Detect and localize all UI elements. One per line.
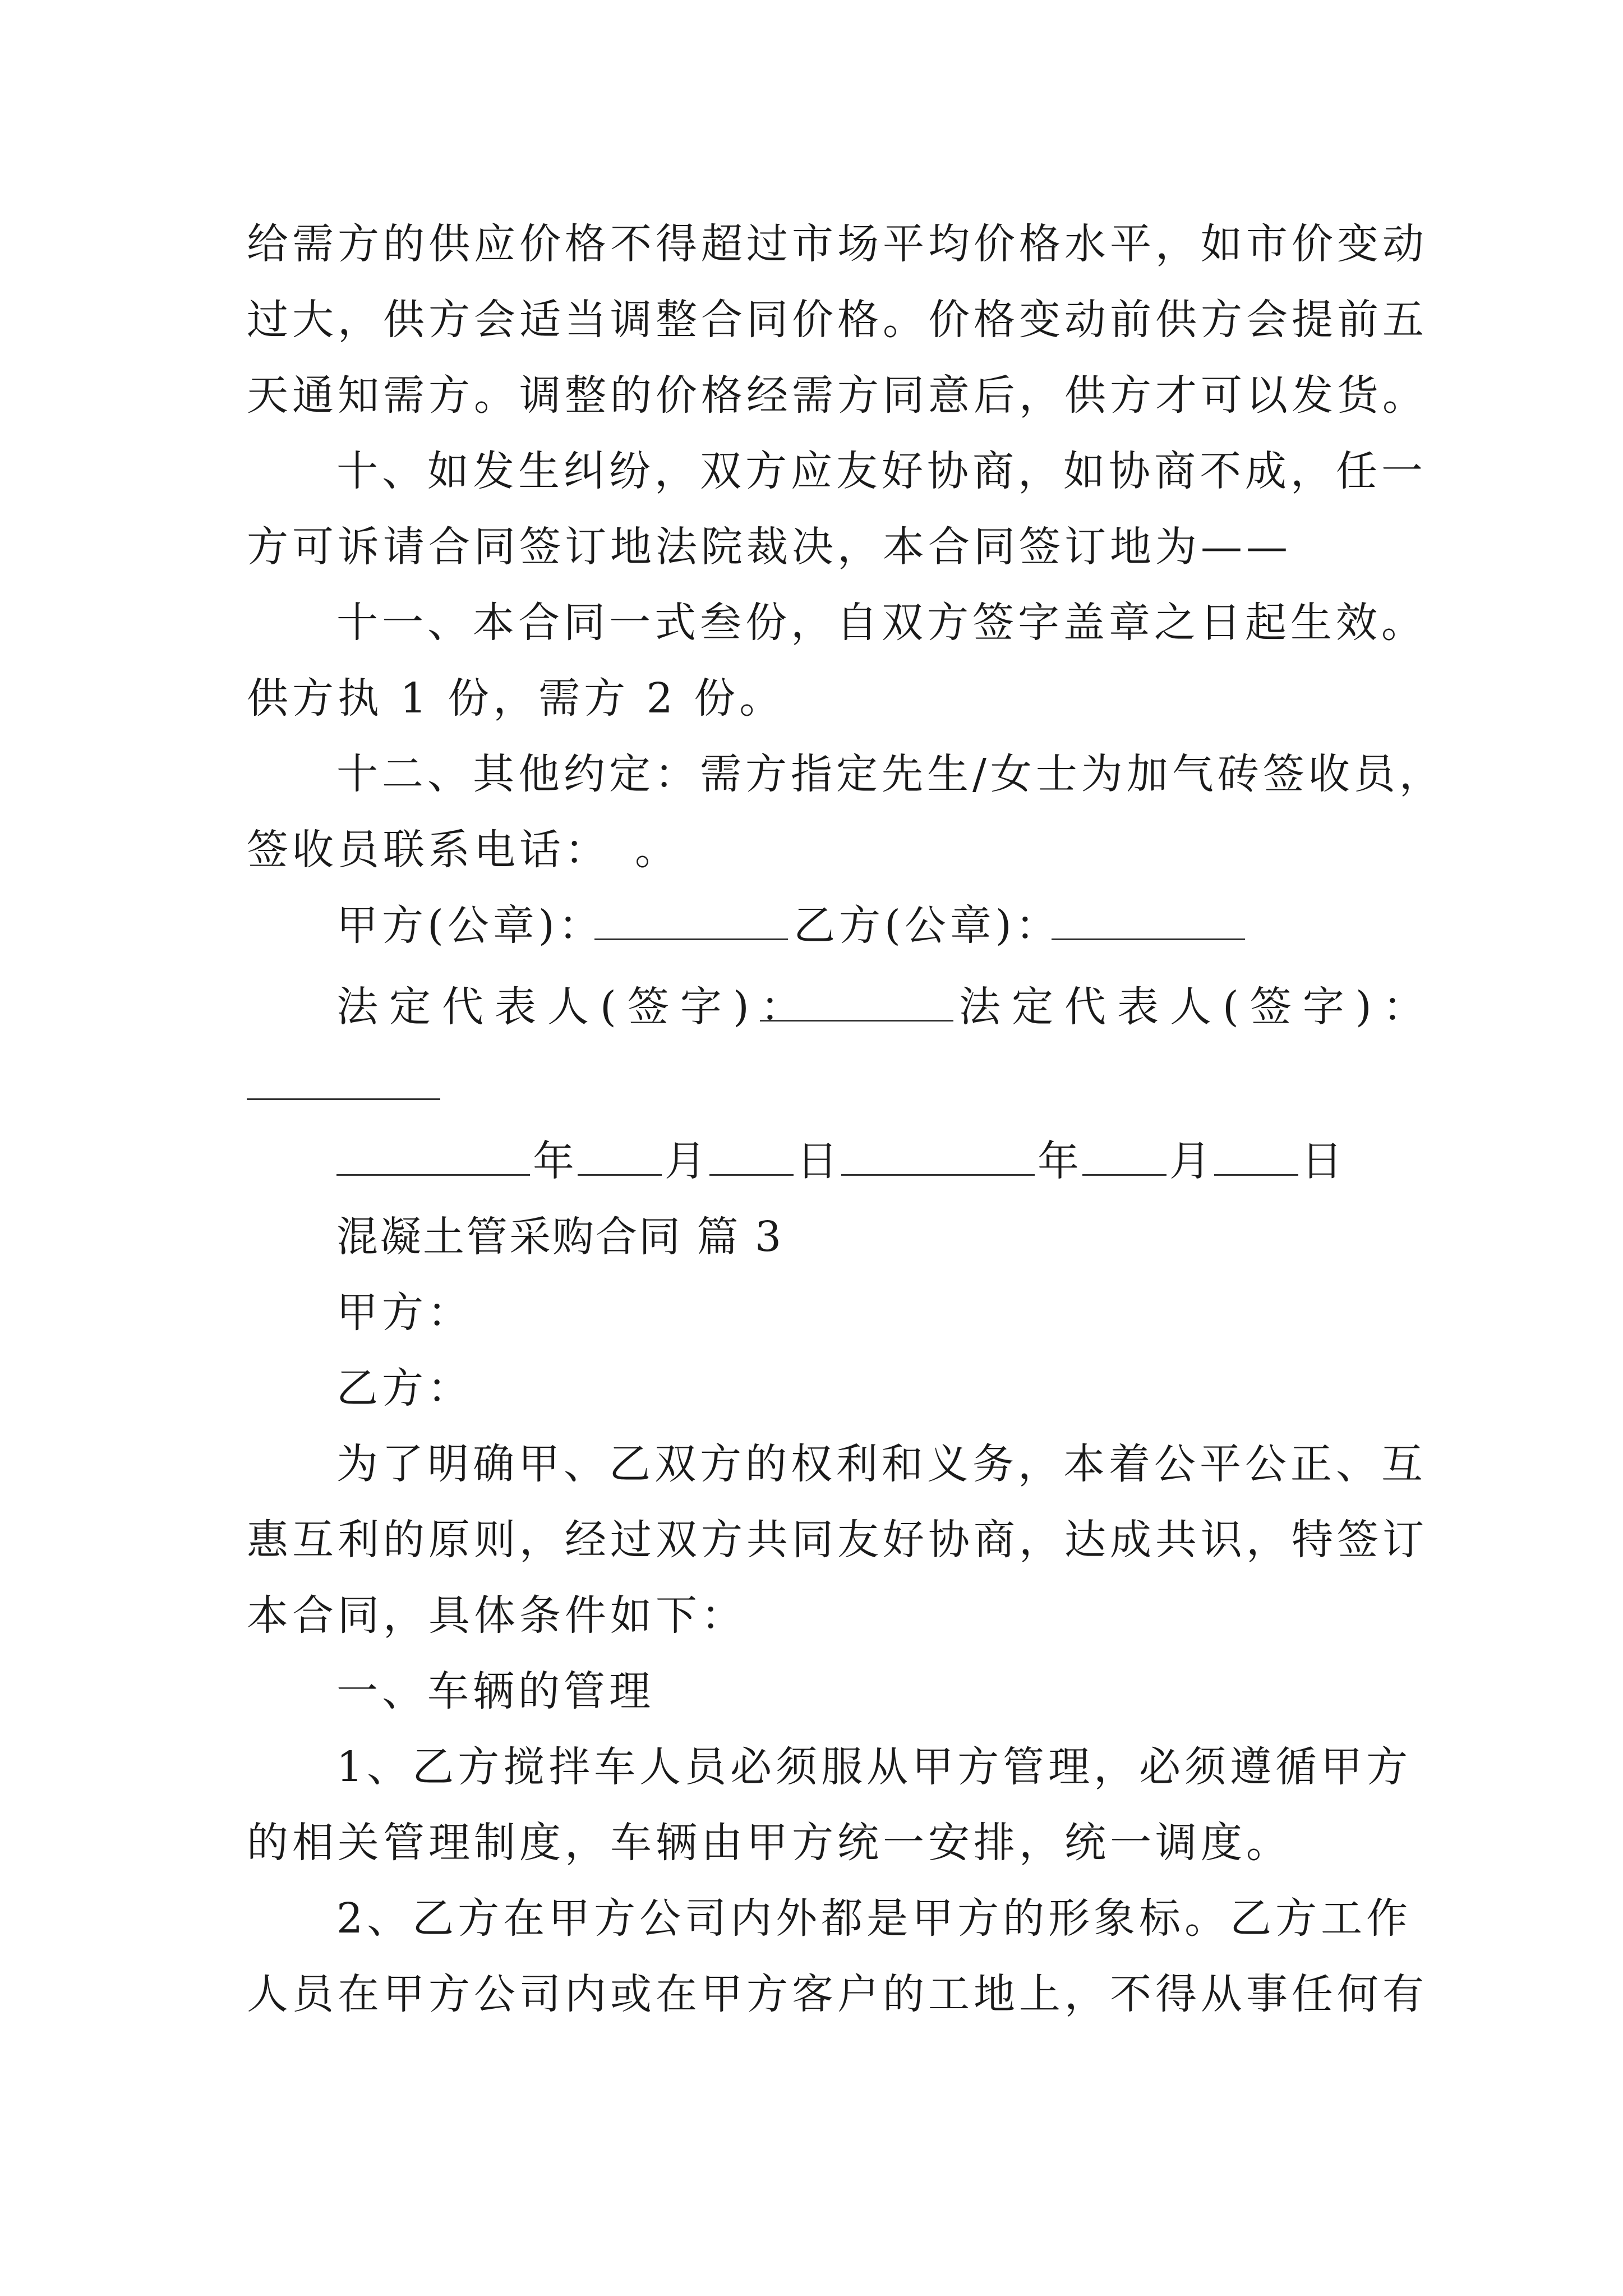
paragraph-line xyxy=(0,743,1623,805)
party-b-line xyxy=(0,1358,1623,1419)
paragraph-line xyxy=(0,668,1623,729)
text-line: 为了明确甲、乙双方的权利和义务，本着公平公正、互 xyxy=(336,1440,1427,1488)
date-b-year-label: 年 xyxy=(1038,1137,1083,1185)
date-a-day-blank xyxy=(709,1130,794,1176)
date-b-day-blank xyxy=(1214,1130,1298,1176)
paragraph-line xyxy=(0,289,1623,351)
date-a-month-blank xyxy=(578,1130,662,1176)
paragraph-line xyxy=(0,1963,1623,2025)
text-line: 2、乙方在甲方公司内外都是甲方的形象标。乙方工作 xyxy=(336,1894,1412,1943)
text-line: 十一、本合同一式叁份，自双方签字盖章之日起生效。 xyxy=(336,599,1427,647)
text-line: 天通知需方。调整的价格经需方同意后，供方才可以发货。 xyxy=(247,371,1428,420)
paragraph-line xyxy=(0,213,1623,275)
text-line: 十、如发生纠纷，双方应友好协商，如协商不成，任一 xyxy=(336,447,1427,495)
paragraph-line xyxy=(0,1812,1623,1874)
paragraph-line xyxy=(0,819,1623,881)
text-line: 给需方的供应价格不得超过市场平均价格水平，如市价变动 xyxy=(247,220,1428,268)
text-line: 签收员联系电话： 。 xyxy=(247,826,680,874)
party-b-seal-blank xyxy=(1052,895,1245,940)
legal-rep-b-blank xyxy=(247,1055,440,1100)
date-a-year-label: 年 xyxy=(533,1137,578,1185)
legal-rep-a-blank xyxy=(760,976,953,1022)
date-a-day-label: 日 xyxy=(796,1137,842,1185)
section-title-text: 混凝土管采购合同 篇 3 xyxy=(336,1213,783,1261)
paragraph-line xyxy=(0,1585,1623,1646)
party-a-line xyxy=(0,1282,1623,1343)
date-row xyxy=(0,1130,1623,1192)
date-b-year-blank xyxy=(841,1130,1035,1176)
text-line: 惠互利的原则，经过双方共同友好协商，达成共识，特签订 xyxy=(247,1516,1428,1564)
paragraph-line xyxy=(0,516,1623,578)
text-line: 人员在甲方公司内或在甲方客户的工地上，不得从事任何有 xyxy=(247,1970,1428,2018)
paragraph-line xyxy=(0,440,1623,502)
party-a-label: 甲方： xyxy=(336,1289,473,1337)
text-line: 十二、其他约定：需方指定先生/女士为加气砖签收员， xyxy=(336,750,1445,798)
text-line: 本合同，具体条件如下： xyxy=(247,1591,746,1640)
text-line: 供方执 1 份，需方 2 份。 xyxy=(247,674,785,723)
paragraph-line xyxy=(0,1660,1623,1722)
legal-rep-b-label: 法定代表人(签字)： xyxy=(959,983,1436,1031)
paragraph-line xyxy=(0,365,1623,426)
signature-rep-continuation xyxy=(0,1055,1623,1116)
paragraph-line xyxy=(0,1433,1623,1495)
paragraph-line xyxy=(0,592,1623,654)
text-line: 方可诉请合同签订地法院裁决，本合同签订地为—— xyxy=(247,523,1292,571)
date-b-month-blank xyxy=(1082,1130,1166,1176)
text-line: 一、车辆的管理 xyxy=(336,1667,654,1715)
text-line: 过大，供方会适当调整合同价格。价格变动前供方会提前五 xyxy=(247,296,1428,344)
paragraph-line xyxy=(0,1509,1623,1571)
date-b-month-label: 月 xyxy=(1169,1137,1215,1185)
signature-seal-row xyxy=(0,895,1623,956)
date-a-month-label: 月 xyxy=(665,1137,710,1185)
party-b-label: 乙方： xyxy=(336,1364,473,1412)
party-a-seal-label: 甲方(公章)： xyxy=(336,901,604,950)
legal-rep-a-label: 法定代表人(签字)： xyxy=(336,983,813,1031)
date-a-year-blank xyxy=(336,1130,530,1176)
date-b-day-label: 日 xyxy=(1301,1137,1347,1185)
party-b-seal-label: 乙方(公章)： xyxy=(794,901,1061,950)
text-line: 1、乙方搅拌车人员必须服从甲方管理，必须遵循甲方 xyxy=(336,1743,1412,1791)
text-line: 的相关管理制度，车辆由甲方统一安排，统一调度。 xyxy=(247,1819,1292,1867)
signature-rep-row xyxy=(0,976,1623,1038)
paragraph-line xyxy=(0,1736,1623,1798)
section-title xyxy=(0,1206,1623,1268)
party-a-seal-blank xyxy=(594,895,788,940)
paragraph-line xyxy=(0,1888,1623,1949)
